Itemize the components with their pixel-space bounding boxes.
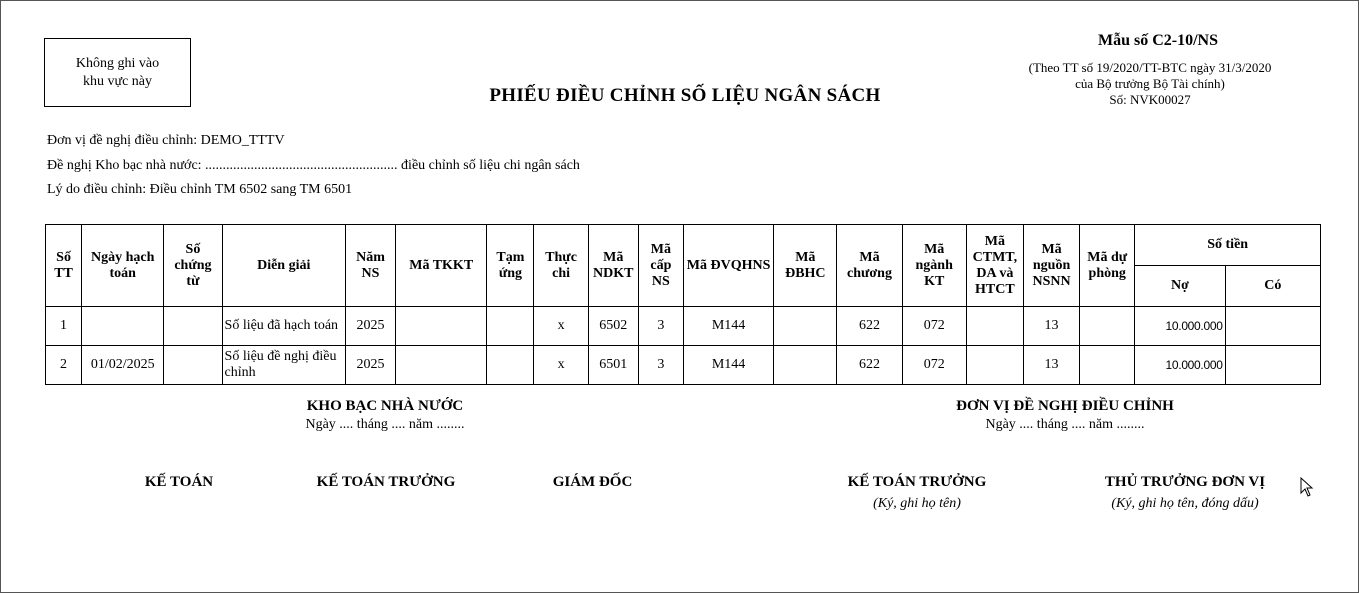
adjustment-table <box>45 224 1321 385</box>
cell-dvqhns: M144 <box>683 307 773 346</box>
cell-description: Số liệu đề nghị điều chỉnh <box>222 346 345 385</box>
cell-reserve <box>1080 307 1135 346</box>
header-debit: Nợ <box>1135 266 1225 307</box>
cell-ndkt: 6501 <box>588 346 638 385</box>
header-chapter: Mã chương <box>837 225 902 307</box>
cell-credit <box>1225 307 1320 346</box>
cell-stt: 1 <box>46 307 82 346</box>
header-reserve: Mã dự phòng <box>1080 225 1135 307</box>
reserved-area-box <box>44 38 191 107</box>
header-stt: Số TT <box>46 225 82 307</box>
signer-director: GIÁM ĐỐC <box>552 474 633 490</box>
cell-actual: x <box>534 307 588 346</box>
cell-description: Số liệu đã hạch toán <box>222 307 345 346</box>
cell-debit: 10.000.000 <box>1135 346 1225 385</box>
treasury-date: Ngày .... tháng .... năm ........ <box>305 417 465 432</box>
cell-actual: x <box>534 346 588 385</box>
cell-voucher <box>164 346 222 385</box>
signer-head-of-unit: THỦ TRƯỞNG ĐƠN VỊ <box>1104 474 1266 490</box>
table-row <box>46 307 1321 346</box>
cell-dbhc <box>774 346 837 385</box>
circular-line2: của Bộ trưởng Bộ Tài chính) <box>1075 76 1225 91</box>
cell-advance <box>487 346 534 385</box>
cell-dvqhns: M144 <box>683 346 773 385</box>
header-amount: Số tiền <box>1135 225 1321 266</box>
requesting-unit: Đơn vị đề nghị điều chỉnh: DEMO_TTTV <box>47 133 285 148</box>
signer-chief-accountant-treasury: KẾ TOÁN TRƯỞNG <box>316 474 456 490</box>
cell-ctmt <box>966 307 1023 346</box>
cell-ndkt: 6502 <box>588 307 638 346</box>
header-credit: Có <box>1225 266 1320 307</box>
adjustment-reason: Lý do điều chỉnh: Điều chỉnh TM 6502 sang TM 6501 <box>47 182 353 197</box>
mouse-pointer-icon <box>1300 477 1314 497</box>
document-number: Số: NVK00027 <box>1109 92 1191 107</box>
cell-budget-year: 2025 <box>345 346 395 385</box>
header-voucher: Số chứng từ <box>164 225 222 307</box>
unit-signature-block <box>900 398 1230 433</box>
cell-budget-level: 3 <box>638 307 683 346</box>
cell-source: 13 <box>1023 346 1079 385</box>
treasury-request: Đề nghị Kho bạc nhà nước: ....................................................... điều chỉnh số liệu chi ngân sách <box>47 158 580 173</box>
header-source: Mã nguồn NSNN <box>1023 225 1079 307</box>
cell-chapter: 622 <box>837 346 902 385</box>
reserved-area-line2: khu vực này <box>82 73 152 89</box>
form-code: Mẫu số C2-10/NS <box>1097 32 1218 49</box>
cell-date <box>82 307 164 346</box>
cell-voucher <box>164 307 222 346</box>
header-budget-year: Năm NS <box>345 225 395 307</box>
cell-debit: 10.000.000 <box>1135 307 1225 346</box>
chief-accountant-note: (Ký, ghi họ tên) <box>873 496 961 511</box>
header-dvqhns: Mã ĐVQHNS <box>683 225 773 307</box>
cell-source: 13 <box>1023 307 1079 346</box>
cell-tkkt <box>396 307 487 346</box>
cell-ctmt <box>966 346 1023 385</box>
cell-budget-level: 3 <box>638 346 683 385</box>
header-tkkt: Mã TKKT <box>396 225 487 307</box>
header-actual: Thực chi <box>534 225 588 307</box>
cell-chapter: 622 <box>837 307 902 346</box>
unit-date: Ngày .... tháng .... năm ........ <box>985 417 1145 432</box>
page-title: PHIẾU ĐIỀU CHỈNH SỐ LIỆU NGÂN SÁCH <box>489 85 881 106</box>
reserved-area-line1: Không ghi vào <box>75 55 160 71</box>
treasury-signature-block <box>235 398 535 433</box>
treasury-heading: KHO BẠC NHÀ NƯỚC <box>306 398 464 414</box>
header-ctmt: Mã CTMT, DA và HTCT <box>966 225 1023 307</box>
header-ndkt: Mã NDKT <box>588 225 638 307</box>
header-sector: Mã ngành KT <box>902 225 966 307</box>
head-of-unit-note: (Ký, ghi họ tên, đóng dấu) <box>1111 496 1259 511</box>
cell-sector: 072 <box>902 307 966 346</box>
signer-accountant: KẾ TOÁN <box>144 474 214 490</box>
header-advance: Tạm ứng <box>487 225 534 307</box>
unit-heading: ĐƠN VỊ ĐỀ NGHỊ ĐIỀU CHỈNH <box>956 398 1174 414</box>
cell-reserve <box>1080 346 1135 385</box>
cell-dbhc <box>774 307 837 346</box>
cell-tkkt <box>396 346 487 385</box>
cell-advance <box>487 307 534 346</box>
header-budget-level: Mã cấp NS <box>638 225 683 307</box>
cell-date: 01/02/2025 <box>82 346 164 385</box>
circular-reference <box>1000 60 1300 108</box>
cell-budget-year: 2025 <box>345 307 395 346</box>
header-dbhc: Mã ĐBHC <box>774 225 837 307</box>
header-date: Ngày hạch toán <box>82 225 164 307</box>
table-row <box>46 346 1321 385</box>
header-description: Diễn giải <box>222 225 345 307</box>
signer-chief-accountant-unit: KẾ TOÁN TRƯỞNG <box>847 474 987 490</box>
circular-line1: (Theo TT số 19/2020/TT-BTC ngày 31/3/2020 <box>1028 60 1272 75</box>
cell-stt: 2 <box>46 346 82 385</box>
cell-sector: 072 <box>902 346 966 385</box>
cell-credit <box>1225 346 1320 385</box>
